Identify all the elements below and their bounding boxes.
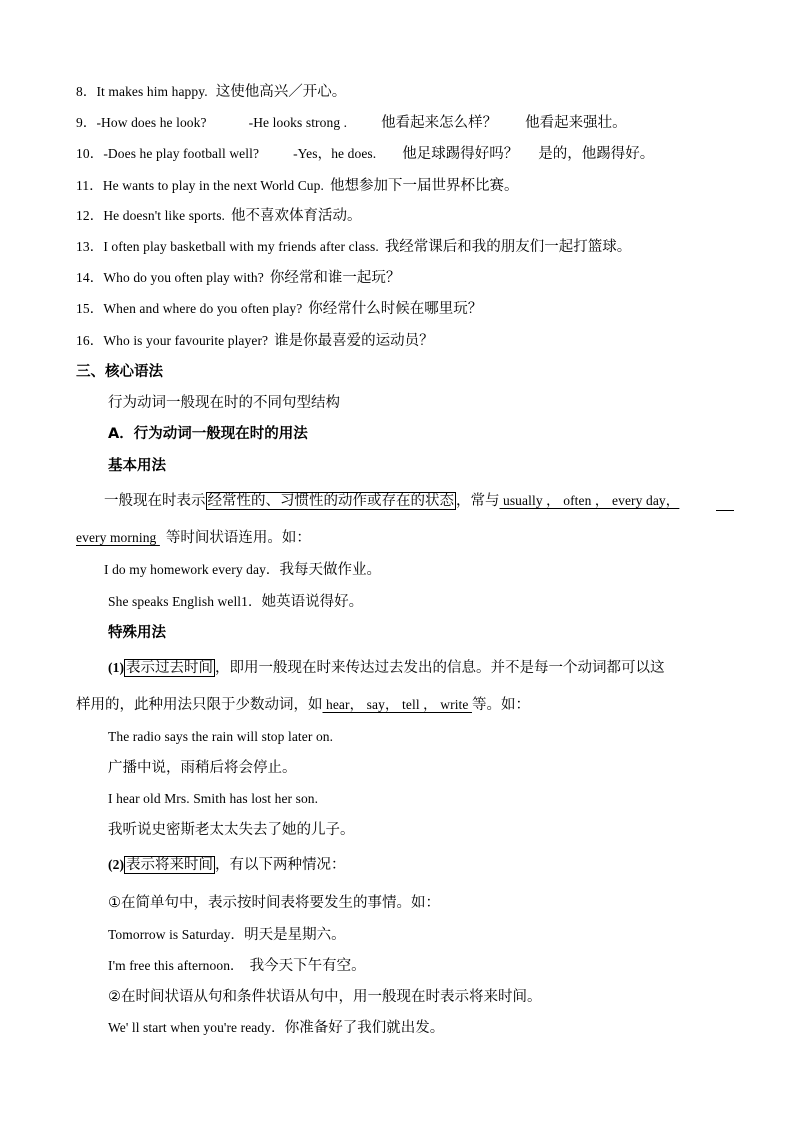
- phrase-16: 16．Who is your favourite player? 谁是你最喜爱的运动员？: [76, 333, 434, 349]
- phrase-12: 12．He doesn't like sports. 他不喜欢体育活动。: [76, 208, 362, 224]
- phrase-14: 14．Who do you often play with? 你经常和谁一起玩？: [76, 270, 401, 286]
- section-title: 三、核心语法: [76, 364, 163, 380]
- phrase-15: 15．When and where do you often play? 你经常什么时候在哪里玩？: [76, 301, 483, 317]
- boxed-term-past-time: 表示过去时间: [126, 660, 214, 676]
- phrase-13: 13．I often play basketball with my friends after class. 我经常课后和我的朋友们一起打篮球。: [76, 239, 632, 255]
- special-2-example-2: I'm free this afternoon． 我今天下午有空。: [108, 958, 366, 974]
- phrase-9: 9．-How does he look? -He looks strong . 他看起来怎么样？ 他看起来强壮。: [76, 115, 627, 131]
- underlined-verbs: hear， say， tell ， write: [322, 697, 472, 712]
- phrase-10: 10．-Does he play football well? -Yes，he does. 他足球踢得好吗？ 是的，他踢得好。: [76, 146, 655, 162]
- special-2-example-3: We' ll start when you're ready．你准备好了我们就出发。: [108, 1020, 445, 1036]
- section-intro: 行为动词一般现在时的不同句型结构: [108, 395, 340, 411]
- special-1-line1: (1) 表示过去时间 ，即用一般现在时来传达过去发出的信息。并不是每一个动词都可以这: [108, 660, 665, 676]
- basic-usage-line2: every morning 等时间状语连用。如：: [76, 530, 311, 546]
- special-2-example-1: Tomorrow is Saturday．明天是星期六。: [108, 927, 346, 943]
- basic-example-2: She speaks English well1．她英语说得好。: [108, 594, 364, 610]
- underlined-adverbs-1: usually ， often ， every day，: [499, 493, 680, 508]
- special-2-case-1: ①在简单句中，表示按时间表将要发生的事情。如：: [108, 895, 440, 911]
- special-2-line: (2) 表示将来时间 ，有以下两种情况：: [108, 857, 346, 873]
- basic-example-1: I do my homework every day．我每天做作业。: [104, 562, 382, 578]
- boxed-term-habitual: 经常性的、习惯性的动作或存在的状态: [207, 493, 454, 509]
- special-1-example-2-translation: 我听说史密斯老太太失去了她的儿子。: [108, 822, 355, 838]
- special-usage-heading: 特殊用法: [108, 625, 166, 641]
- special-2-case-2: ②在时间状语从句和条件状语从句中，用一般现在时表示将来时间。: [108, 989, 542, 1005]
- boxed-term-future-time: 表示将来时间: [126, 857, 214, 873]
- special-1-example-1-translation: 广播中说，雨稍后将会停止。: [108, 760, 297, 776]
- special-1-line2: 样用的，此种用法只限于少数动词，如 hear， say， tell ， write 等。如：: [76, 697, 530, 713]
- special-1-example-2: I hear old Mrs. Smith has lost her son.: [108, 791, 319, 806]
- special-1-example-1: The radio says the rain will stop later on.: [108, 729, 334, 744]
- phrase-11: 11．He wants to play in the next World Cup. 他想参加下一届世界杯比赛。: [76, 178, 519, 194]
- phrase-8: 8．It makes him happy. 这使他高兴／开心。: [76, 84, 347, 100]
- subsection-a-title: A．行为动词一般现在时的用法: [108, 426, 308, 442]
- basic-usage-heading: 基本用法: [108, 458, 166, 474]
- basic-usage-line1: 一般现在时表示 经常性的、习惯性的动作或存在的状态 ，常与 usually ， often ， every day，: [104, 493, 680, 509]
- underline-extension: [716, 510, 734, 511]
- underlined-adverbs-2: every morning: [76, 530, 160, 545]
